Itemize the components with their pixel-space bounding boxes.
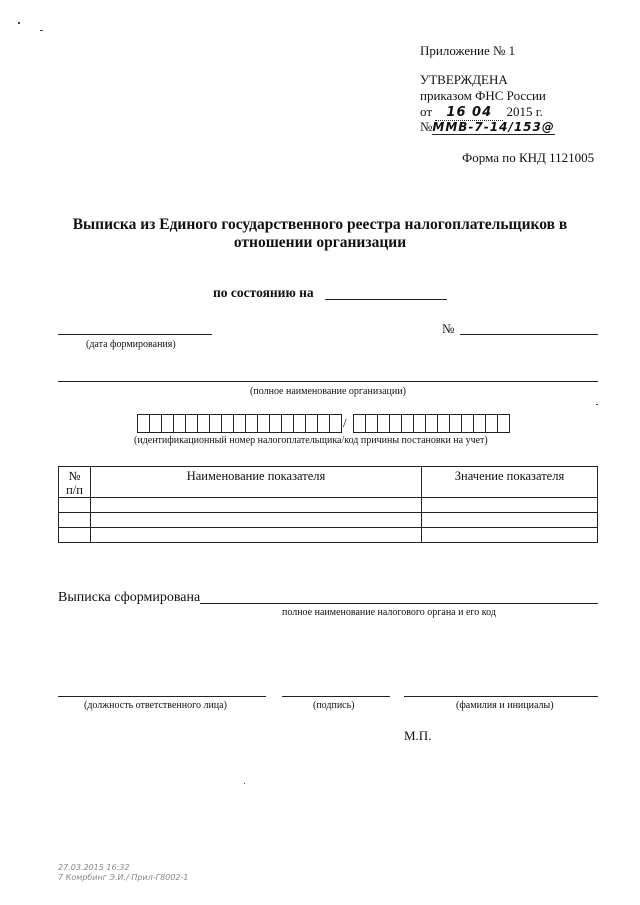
org-name-field[interactable] bbox=[58, 381, 598, 382]
scan-speck bbox=[596, 404, 598, 405]
footer-stamp-line-1: 27.03.2015 16:32 bbox=[58, 863, 130, 872]
org-name-caption: (полное наименование организации) bbox=[250, 386, 406, 397]
document-title bbox=[40, 216, 600, 252]
inn-kpp-separator: / bbox=[343, 415, 347, 430]
table-cell[interactable] bbox=[59, 513, 91, 528]
header-number: № п/п bbox=[59, 467, 91, 498]
scan-speck bbox=[18, 22, 20, 24]
handwritten-date: 16 04 bbox=[435, 105, 503, 121]
inn-cell[interactable] bbox=[329, 414, 342, 433]
order-line: приказом ФНС России bbox=[420, 88, 546, 103]
tax-authority-field[interactable] bbox=[200, 603, 598, 604]
signature-caption: (подпись) bbox=[313, 700, 355, 711]
position-caption: (должность ответственного лица) bbox=[84, 700, 227, 711]
signature-field[interactable] bbox=[282, 696, 390, 697]
table-cell[interactable] bbox=[91, 528, 422, 543]
table-cell[interactable] bbox=[91, 513, 422, 528]
inn-kpp-boxes bbox=[137, 414, 517, 433]
kpp-cell[interactable] bbox=[497, 414, 510, 433]
order-number bbox=[420, 119, 555, 135]
footer-stamp bbox=[58, 863, 188, 883]
title-line-2: отношении организации bbox=[233, 234, 407, 251]
approved-label: УТВЕРЖДЕНА bbox=[420, 72, 508, 87]
scan-speck bbox=[244, 783, 245, 784]
full-name-field[interactable] bbox=[404, 696, 598, 697]
table-row bbox=[59, 528, 598, 543]
table-cell[interactable] bbox=[422, 513, 598, 528]
scan-speck bbox=[40, 30, 43, 31]
generated-by-label: Выписка сформирована bbox=[58, 590, 201, 605]
table-row bbox=[59, 498, 598, 513]
number-prefix: № bbox=[420, 119, 433, 134]
as-of-label: по состоянию на bbox=[213, 285, 314, 300]
number-label: № bbox=[442, 321, 455, 336]
formation-date-field[interactable] bbox=[58, 334, 212, 335]
formation-date-caption: (дата формирования) bbox=[86, 339, 176, 350]
inn-kpp-caption: (идентификационный номер налогоплательщика/код причины постановки на учет) bbox=[134, 435, 488, 446]
table-cell[interactable] bbox=[91, 498, 422, 513]
tax-authority-caption: полное наименование налогового органа и его код bbox=[282, 607, 496, 618]
table-header-row bbox=[59, 467, 598, 498]
table-row bbox=[59, 513, 598, 528]
table-cell[interactable] bbox=[59, 528, 91, 543]
handwritten-number: ММВ-7-14/153@ bbox=[432, 120, 555, 134]
table-cell[interactable] bbox=[422, 498, 598, 513]
date-year: 2015 г. bbox=[506, 104, 543, 119]
table-cell[interactable] bbox=[422, 528, 598, 543]
position-field[interactable] bbox=[58, 696, 266, 697]
header-indicator-name: Наименование показателя bbox=[91, 467, 422, 498]
table-cell[interactable] bbox=[59, 498, 91, 513]
seal-label: М.П. bbox=[404, 728, 432, 743]
footer-stamp-line-2: 7 Комрбинг Э.И./ Прил-Г8002-1 bbox=[58, 873, 189, 882]
form-code: Форма по КНД 1121005 bbox=[462, 150, 595, 165]
name-caption: (фамилия и инициалы) bbox=[456, 700, 554, 711]
header-indicator-value: Значение показателя bbox=[422, 467, 598, 498]
document-number-field[interactable] bbox=[460, 334, 598, 335]
as-of-date-field[interactable] bbox=[325, 299, 447, 300]
date-prefix: от bbox=[420, 104, 433, 119]
indicators-table bbox=[58, 466, 598, 543]
appendix-label: Приложение № 1 bbox=[420, 43, 516, 58]
title-line-1: Выписка из Единого государственного реестра налогоплательщиков в bbox=[72, 216, 568, 233]
